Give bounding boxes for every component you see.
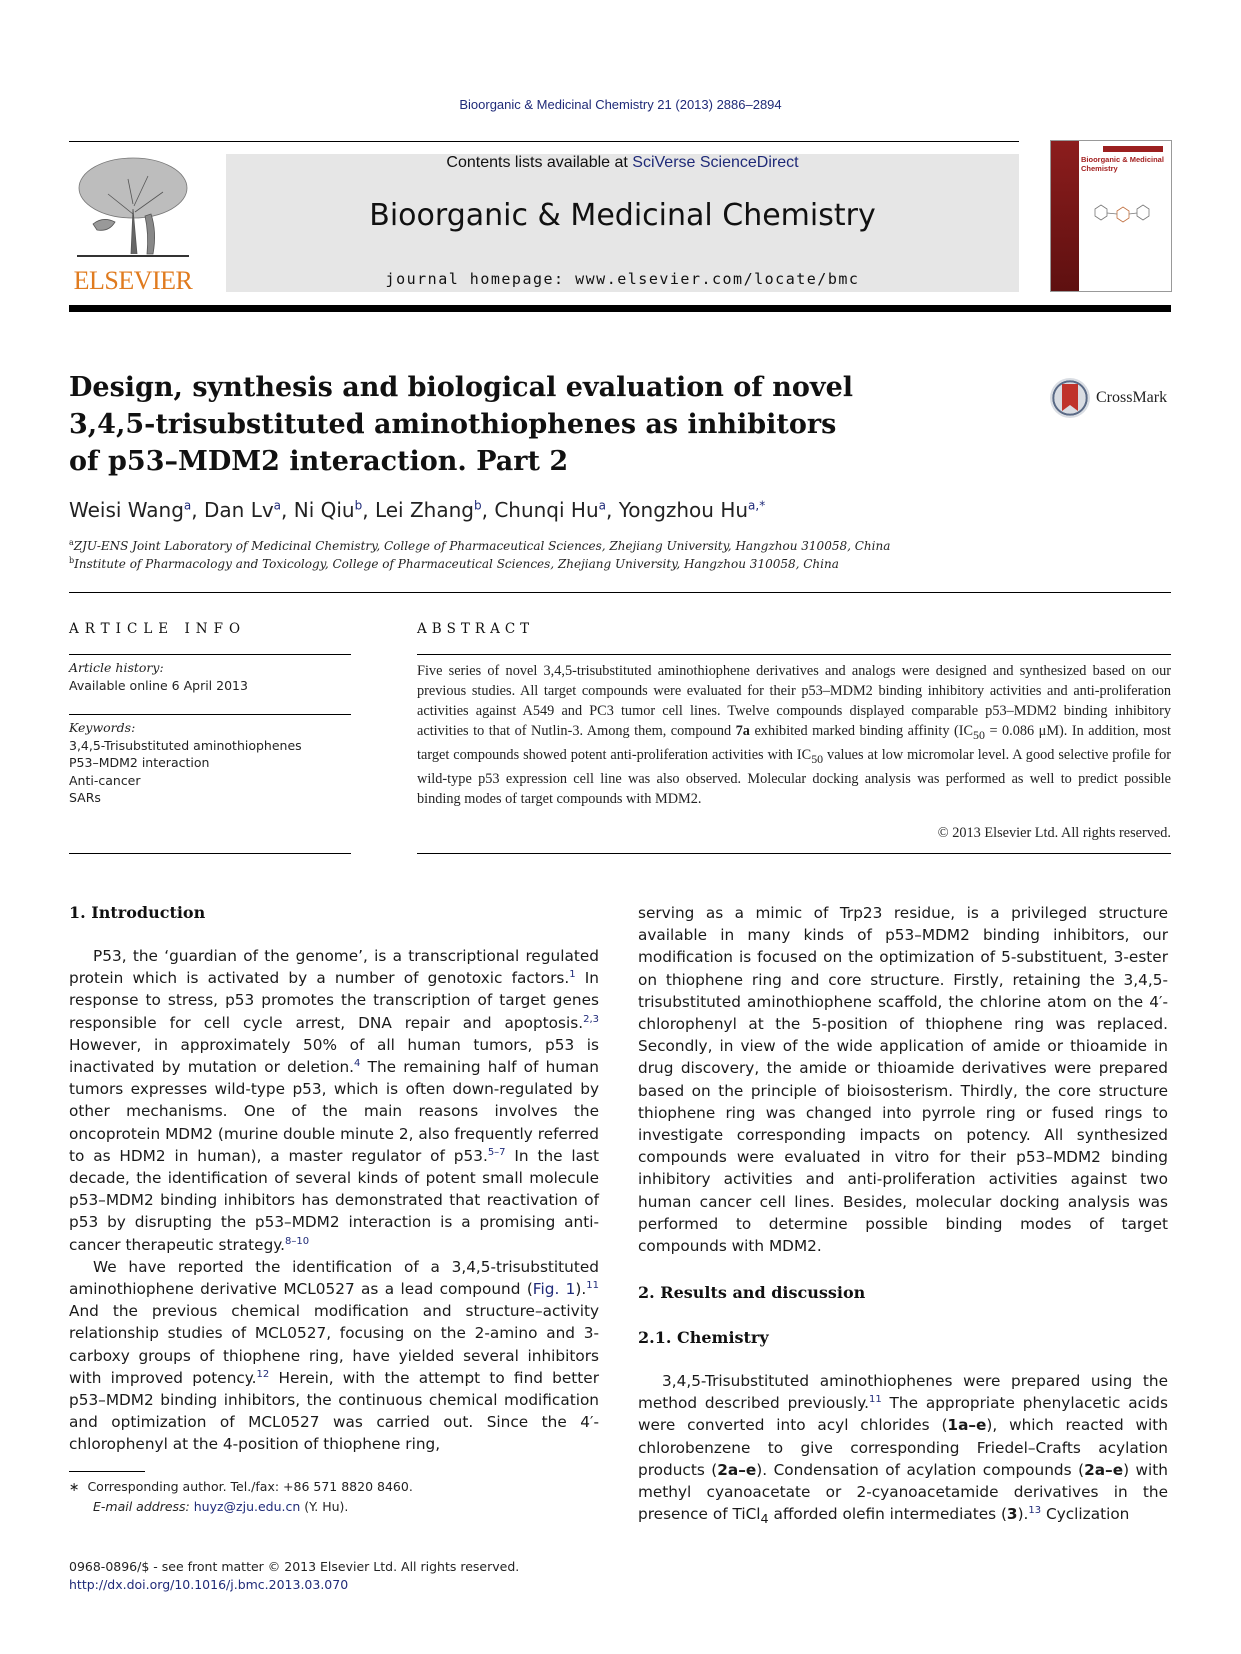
footnote-rule <box>69 1471 145 1472</box>
title-line-3: of p53–MDM2 interaction. Part 2 <box>69 446 569 477</box>
divider <box>417 853 1171 854</box>
affiliation-mark[interactable]: a <box>183 498 192 513</box>
elsevier-logo[interactable] <box>69 150 197 295</box>
paragraph: 3,4,5-Trisubstituted aminothiophenes were prepared using the method described previously.$^{11}$ The appropriate phenylacetic acids were converted into acyl chlorides (1a–e), which reacted with chlorobenzene to give corresponding Friedel–Crafts acylation products (2a–e). Condensation of acylation compounds (2a–e) with methyl cyanoacetate or 2-cyanoacetamide derivatives in the presence of TiCl$_4$ afforded olefin intermediates (3).$^{13}$ Cyclization <box>638 1372 1168 1528</box>
doi-link[interactable]: http://dx.doi.org/10.1016/j.bmc.2013.03.070 <box>69 1577 349 1592</box>
section-heading-results: 2. Results and discussion <box>638 1283 866 1302</box>
citation-link[interactable]: 11 <box>586 1279 599 1291</box>
subscript: 4 <box>760 1512 769 1528</box>
body-column-left <box>69 945 599 1456</box>
compound-ref: 1a–e <box>947 1416 987 1435</box>
header-thick-rule <box>69 305 1171 312</box>
author[interactable]: Lei Zhang$^b$ <box>374 498 482 522</box>
compound-ref: 3 <box>1006 1505 1018 1524</box>
front-matter <box>69 1558 519 1594</box>
abstract-heading: ABSTRACT <box>417 621 535 637</box>
molecule-icon <box>1087 201 1157 231</box>
affiliation-mark[interactable]: a,* <box>748 498 766 513</box>
crossmark-label: CrossMark <box>1096 389 1168 406</box>
email-link[interactable]: huyz@zju.edu.cn <box>193 1499 301 1514</box>
history-value: Available online 6 April 2013 <box>69 677 248 693</box>
affiliation-b: $^b$Institute of Pharmacology and Toxicology, College of Pharmaceutical Sciences, Zhejiang University, Hangzhou 310058, China <box>69 556 839 571</box>
citation-link[interactable]: 8–10 <box>285 1235 310 1247</box>
paragraph: serving as a mimic of Trp23 residue, is a privileged structure available in many kinds of p53–MDM2 binding inhibitors, our modification is focused on the optimization of 5-substituent, 3-ester on thiophene ring and core structure. Firstly, retaining the 3,4,5-trisubstituted aminothiophene scaffold, the chlorine atom on the 4′-chlorophenyl at the 5-position of thiophene ring was replaced. Secondly, in view of the wide application of amide or thioamide in drug discovery, the amide or thioamide derivatives were prepared based on the principle of bioisosterism. Thirdly, the core structure thiophene ring was changed into pyrrole ring or fused rings to investigate corresponding impacts on potency. All synthesized compounds were evaluated in vitro for their p53–MDM2 binding inhibitory activities and anti-proliferation activities against two human cancer cell lines. Besides, molecular docking analysis was performed to determine possible binding modes of target compounds with MDM2. <box>638 904 1168 1256</box>
crossmark-badge[interactable] <box>1050 378 1180 422</box>
compound-ref: 2a–e <box>1084 1460 1124 1479</box>
elsevier-wordmark: ELSEVIER <box>73 266 193 295</box>
author-list: Weisi Wang$^a$, Dan Lv$^a$, Ni Qiu$^b$, Lei Zhang$^b$, Chunqi Hu$^a$, Yongzhou $Hu^{a,*}$ <box>69 498 766 522</box>
citation-link[interactable]: 11 <box>868 1394 882 1406</box>
cover-spine <box>1051 141 1079 291</box>
abstract-text: Five series of novel 3,4,5-trisubstituted aminothiophene derivatives and analogs were designed and synthesized based on our previous studies. All target compounds were evaluated for their p53–MDM2 binding inhibitory activities and anti-proliferation activities against A549 and PC3 tumor cell lines. Twelve compounds displayed comparable p53–MDM2 binding inhibitory activities to that of Nutlin-3. Among them, compound 7a exhibited marked binding affinity ($IC_{50} = 0.086$ μM). In addition, most target compounds showed potent anti-proliferation activities with $IC_{50}$ values at low micromolar level. A good selective profile for wild-type p53 expression cell line was also observed. Molecular docking analysis was performed as well to predict possible binding modes of target compounds with MDM2. <box>417 663 1171 807</box>
keywords <box>69 719 351 807</box>
citation-link[interactable]: 5–7 <box>487 1146 506 1158</box>
citation-link[interactable]: 13 <box>1028 1505 1042 1517</box>
history-label: Article history: <box>69 660 164 675</box>
journal-citation[interactable]: Bioorganic & Medicinal Chemistry 21 (2013) 2886–2894 <box>459 97 782 112</box>
journal-name: Bioorganic & Medicinal Chemistry <box>369 198 876 233</box>
keywords-label: Keywords: <box>69 720 136 735</box>
corresponding-author-footnote: ∗ Corresponding author. Tel./fax: +86 571 8820 8460. E-mail address: huyz@zju.edu.cn (Y. Hu). <box>69 1479 413 1514</box>
section-heading-introduction: 1. Introduction <box>69 903 206 922</box>
journal-banner <box>226 154 1019 292</box>
divider <box>69 853 351 854</box>
title-line-1: Design, synthesis and biological evaluation of novel <box>69 372 854 403</box>
article-info-heading: ARTICLE INFO <box>69 621 247 637</box>
keyword: P53–MDM2 interaction <box>69 755 210 770</box>
header-rule <box>69 141 1019 142</box>
cover-title <box>1081 155 1164 173</box>
affiliation-mark[interactable]: a <box>598 498 606 513</box>
paragraph: P53, the ‘guardian of the genome’, is a transcriptional regulated protein which is activated by a number of genotoxic factors.$^1$ In response to stress, p53 promotes the transcription of target genes responsible for cell cycle arrest, DNA repair and apoptosis.$^{2,3}$ However, in approximately 50% of all human tumors, p53 is inactivated by mutation or deletion.$^4$ The remaining half of human tumors expresses wild-type p53, which is often down-regulated by other mechanisms. One of the main reasons involves the oncoprotein MDM2 (murine double minute 2, also frequently referred to as HDM2 in human), a master regulator of p53.$^{5-7}$ In the last decade, the identification of several kinds of potent small molecule p53–MDM2 binding inhibitors has demonstrated that reactivation of p53 by disrupting the p53–MDM2 interaction is a promising anti-cancer therapeutic strategy.$^{8-10}$ <box>69 947 599 1254</box>
cover-title-line2: Chemistry <box>1081 164 1118 173</box>
issn-line: 0968-0896/$ - see front matter © 2013 Elsevier Ltd. All rights reserved. <box>69 1559 520 1574</box>
figure-link[interactable]: Fig. 1 <box>532 1280 576 1299</box>
article-history <box>69 659 351 694</box>
section-rule <box>69 592 1171 593</box>
journal-cover-thumbnail[interactable] <box>1050 140 1172 292</box>
divider <box>69 714 351 715</box>
elsevier-tree-icon <box>73 154 193 262</box>
citation-link[interactable]: 2,3 <box>583 1013 599 1025</box>
affiliation-mark[interactable]: b <box>354 498 363 513</box>
footnote-star: ∗ <box>69 1479 80 1494</box>
subsection-heading-chemistry: 2.1. Chemistry <box>638 1328 769 1347</box>
title-line-2: 3,4,5-trisubstituted aminothiophenes as inhibitors <box>69 409 837 440</box>
author[interactable]: Weisi Wang$^a$ <box>69 498 192 522</box>
article-title <box>69 369 869 480</box>
author[interactable]: Ni Qiu$^b$ <box>293 498 363 522</box>
keyword: Anti-cancer <box>69 772 141 788</box>
affiliation-mark[interactable]: b <box>473 498 482 513</box>
journal-homepage-link[interactable]: journal homepage: www.elsevier.com/locate/bmc <box>385 270 860 288</box>
body-column-right-continued <box>638 1370 1168 1531</box>
author[interactable]: Chunqi Hu$^a$ <box>494 498 606 522</box>
citation-link[interactable]: 4 <box>354 1057 361 1069</box>
abstract-copyright: © 2013 Elsevier Ltd. All rights reserved. <box>937 825 1171 841</box>
author[interactable]: Yongzhou $Hu^{a,*}$ <box>618 498 766 522</box>
affiliation-mark[interactable]: a <box>273 498 282 513</box>
sciencedirect-link[interactable]: SciVerse ScienceDirect <box>632 154 799 171</box>
affiliation-a: $^a$ZJU-ENS Joint Laboratory of Medicinal Chemistry, College of Pharmaceutical Sciences, Zhejiang University, Hangzhou 310058, China <box>69 538 891 553</box>
cover-title-line1: Bioorganic & Medicinal <box>1081 155 1164 164</box>
author[interactable]: Dan Lv$^a$ <box>204 498 282 522</box>
citation-link[interactable]: 12 <box>256 1368 270 1380</box>
divider <box>417 654 1171 655</box>
paragraph: We have reported the identification of a 3,4,5-trisubstituted aminothiophene derivative MCL0527 as a lead compound (Fig. 1).$^{11}$ And the previous chemical modification and structure–activity relationship studies of MCL0527, focusing on the 2-amino and 3-carboxy groups of thiophene ring, have yielded several inhibitors with improved potency.$^{12}$ Herein, with the attempt to find better p53–MDM2 binding inhibitors, the continuous chemical modification and optimization of MCL0527 was carried out. Since the 4′-chlorophenyl at the 4-position of thiophene ring, <box>69 1257 599 1454</box>
keyword: 3,4,5-Trisubstituted aminothiophenes <box>69 737 302 753</box>
keyword: SARs <box>69 790 101 805</box>
compound-ref: 2a–e <box>717 1460 757 1479</box>
contents-availability <box>226 154 1019 172</box>
cover-bar <box>1103 146 1163 152</box>
divider <box>69 654 351 655</box>
contents-prefix: Contents lists available at <box>446 154 633 171</box>
compound-ref: 7a <box>735 723 750 739</box>
body-column-right <box>638 902 1168 1257</box>
citation-link[interactable]: 1 <box>569 969 576 981</box>
